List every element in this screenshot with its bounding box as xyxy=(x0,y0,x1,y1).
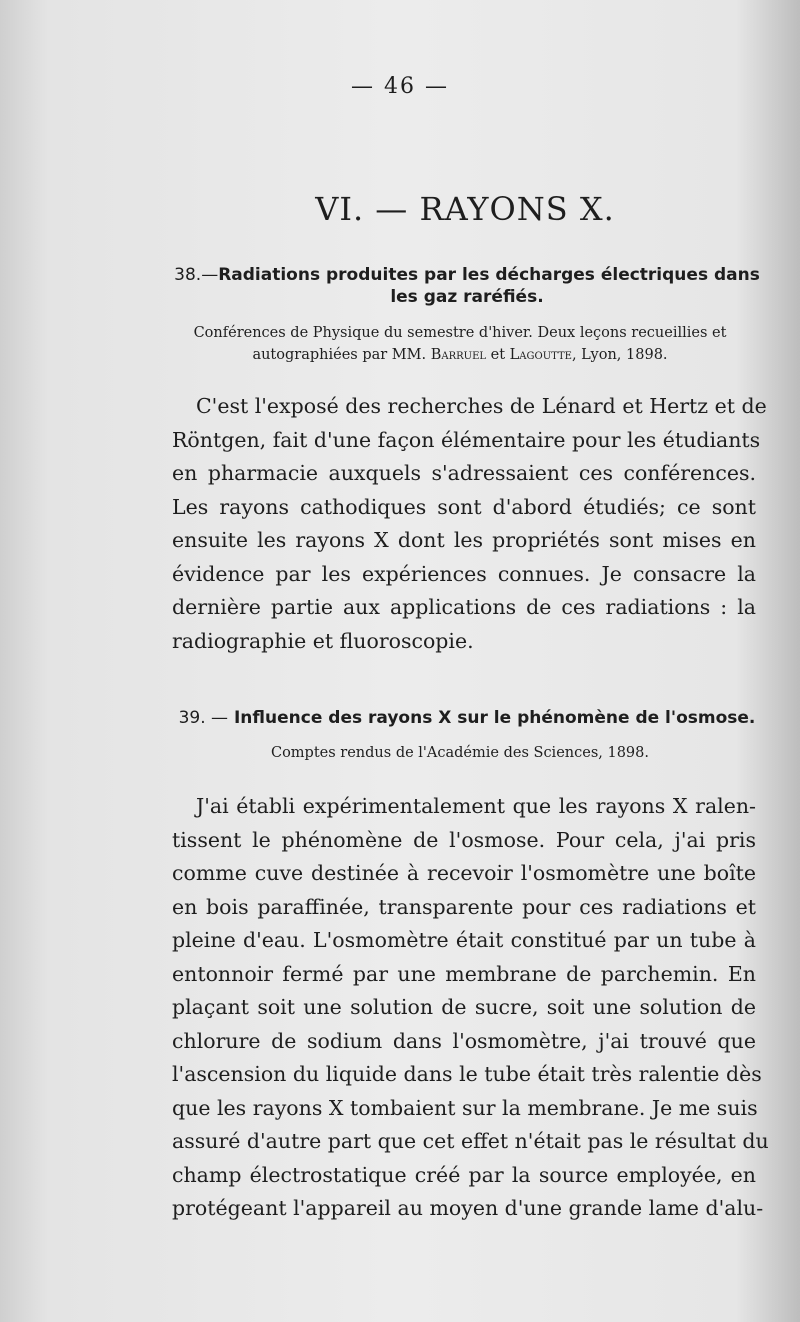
entry-39-body xyxy=(172,790,769,1226)
entry-38-author-2: Lagoutte xyxy=(509,347,572,363)
body-line: champ électrostatique créé par la source employée, en xyxy=(172,1162,756,1187)
body-line: l'ascension du liquide dans le tube était très ralentie dès xyxy=(172,1062,762,1086)
entry-39-number: 39. — xyxy=(178,708,229,728)
entry-39-source-line-1: Comptes rendus de l'Académie des Sciences, 1898. xyxy=(270,745,649,761)
body-line: protégeant l'appareil au moyen d'une grande lame d'alu- xyxy=(172,1196,764,1220)
body-line: tissent le phénomène de l'osmose. Pour cela, j'ai pris xyxy=(172,827,756,852)
entry-39-source xyxy=(0,742,800,764)
body-line: C'est l'exposé des recherches de Lénard et Hertz et de xyxy=(196,394,767,418)
entry-38-number: 38.— xyxy=(174,265,219,285)
entry-38-source-line-2 xyxy=(0,344,800,366)
body-line: en pharmacie auxquels s'adressaient ces conférences. xyxy=(172,461,756,485)
entry-38-title-text-1: Radiations produites par les décharges électriques dans xyxy=(218,265,760,285)
entry-38-title xyxy=(0,264,800,308)
entry-39-title-line-1 xyxy=(0,707,800,729)
body-line: plaçant soit une solution de sucre, soit une solution de xyxy=(172,995,756,1019)
page-number: — 46 — xyxy=(351,74,449,99)
body-line: J'ai établi expérimentalement que les rayons X ralen- xyxy=(196,794,756,818)
entry-38-source-line-1: Conférences de Physique du semestre d'hiver. Deux leçons recueillies et xyxy=(193,325,727,341)
body-line: assuré d'autre part que cet effet n'était pas le résultat du xyxy=(172,1129,769,1153)
body-line: évidence par les expériences connues. Je consacre la xyxy=(172,561,756,586)
entry-38-source-prefix: autographiées par MM. xyxy=(252,347,427,363)
entry-38-title-line-1 xyxy=(0,264,800,286)
body-line: Röntgen, fait d'une façon élémentaire pour les étudiants xyxy=(172,427,761,452)
entry-38-source-and: et xyxy=(486,347,510,363)
body-line: radiographie et fluoroscopie. xyxy=(172,628,474,653)
entry-38-title-line-2: les gaz raréfiés. xyxy=(390,287,544,307)
chapter-title: VI. — RAYONS X. xyxy=(315,190,615,228)
entry-39-title xyxy=(0,707,800,729)
body-line: comme cuve destinée à recevoir l'osmomètre une boîte xyxy=(172,861,756,885)
body-line: chlorure de sodium dans l'osmomètre, j'ai trouvé que xyxy=(172,1028,756,1053)
body-line: dernière partie aux applications de ces radiations : la xyxy=(172,595,756,619)
body-line: pleine d'eau. L'osmomètre était constitué par un tube à xyxy=(172,928,756,952)
entry-39-title-text-1: Influence des rayons X sur le phénomène de l'osmose. xyxy=(233,708,756,728)
entry-38-source xyxy=(0,322,800,366)
entry-38-source-tail: , Lyon, 1898. xyxy=(571,347,668,363)
body-line: Les rayons cathodiques sont d'abord étudiés; ce sont xyxy=(172,494,756,519)
entry-38-body xyxy=(172,390,767,658)
body-line: ensuite les rayons X dont les propriétés sont mises en xyxy=(172,528,756,552)
body-line: en bois paraffinée, transparente pour ces radiations et xyxy=(172,894,756,919)
body-line: entonnoir fermé par une membrane de parchemin. En xyxy=(172,961,756,986)
entry-38-author-1: Barruel xyxy=(430,347,487,363)
body-line: que les rayons X tombaient sur la membrane. Je me suis xyxy=(172,1095,758,1120)
